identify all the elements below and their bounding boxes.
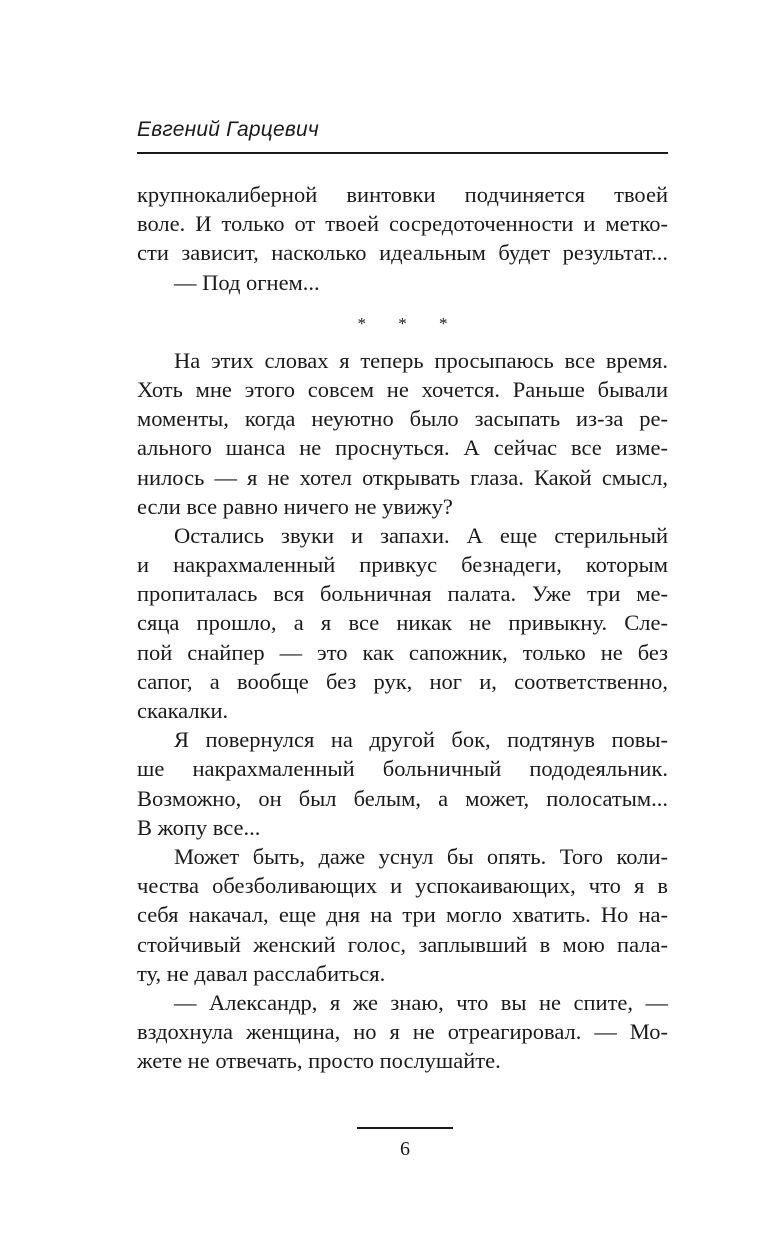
- text-line: вздохнула женщина, но я не отреагировал. — Мо-: [137, 1019, 668, 1045]
- footer-rule: [357, 1127, 453, 1129]
- text-line: пропиталась вся больничная палата. Уже три ме-: [137, 581, 668, 607]
- text-line: пой снайпер — это как сапожник, только не без: [137, 639, 668, 665]
- text-line: сяца прошло, а я все никак не привыкну. Сле-: [137, 610, 668, 636]
- text-line: ального шанса не проснуться. А сейчас все изме-: [137, 435, 668, 461]
- text-line: — Под огнем...: [174, 269, 320, 295]
- page-text: [137, 180, 668, 1075]
- text-line: себя накачал, еще дня на три могло хватить. Но на-: [137, 902, 668, 928]
- text-line: Хоть мне этого совсем не хочется. Раньше бывали: [137, 376, 668, 402]
- text-line: На этих словах я теперь просыпаюсь все время.: [174, 347, 668, 373]
- text-line: стойчивый женский голос, заплывший в мою пала-: [137, 931, 668, 957]
- text-line: — Александр, я же знаю, что вы не спите, —: [174, 989, 668, 1015]
- text-line: Я повернулся на другой бок, подтянув повы-: [174, 727, 668, 753]
- text-line: крупнокалиберной винтовки подчиняется твоей: [137, 182, 668, 207]
- header-rule: [137, 152, 668, 154]
- section-break-asterism: * * *: [357, 313, 462, 333]
- text-line: нилось — я не хотел открывать глаза. Какой смысл,: [137, 464, 668, 490]
- text-line: воле. И только от твоей сосредоточенности и метко-: [137, 211, 668, 237]
- running-head-author: Евгений Гарцевич: [137, 118, 319, 141]
- text-line: скакалки.: [137, 698, 229, 723]
- text-line: и накрахмаленный привкус безнадеги, которым: [137, 552, 668, 578]
- text-line: сапог, а вообще без рук, ног и, соответственно,: [137, 668, 668, 694]
- text-line: чества обезболивающих и успокаивающих, что я в: [137, 873, 668, 899]
- text-line: Возможно, он был белым, а может, полосатым...: [137, 785, 668, 811]
- text-line: моменты, когда неуютно было засыпать из-за ре-: [137, 406, 668, 432]
- text-line: жете не отвечать, просто послушайте.: [137, 1048, 501, 1074]
- text-line: Остались звуки и запахи. А еще стерильный: [174, 522, 668, 548]
- text-line: если все равно ничего не увижу?: [137, 493, 453, 519]
- text-line: ту, не давал расслабиться.: [137, 960, 386, 986]
- text-line: ше накрахмаленный больничный пододеяльник.: [137, 756, 668, 782]
- text-line: сти зависит, насколько идеальным будет результат...: [137, 240, 668, 266]
- text-line: Может быть, даже уснул бы опять. Того коли-: [174, 843, 668, 869]
- text-line: В жопу все...: [137, 814, 261, 840]
- page-number: 6: [400, 1138, 410, 1160]
